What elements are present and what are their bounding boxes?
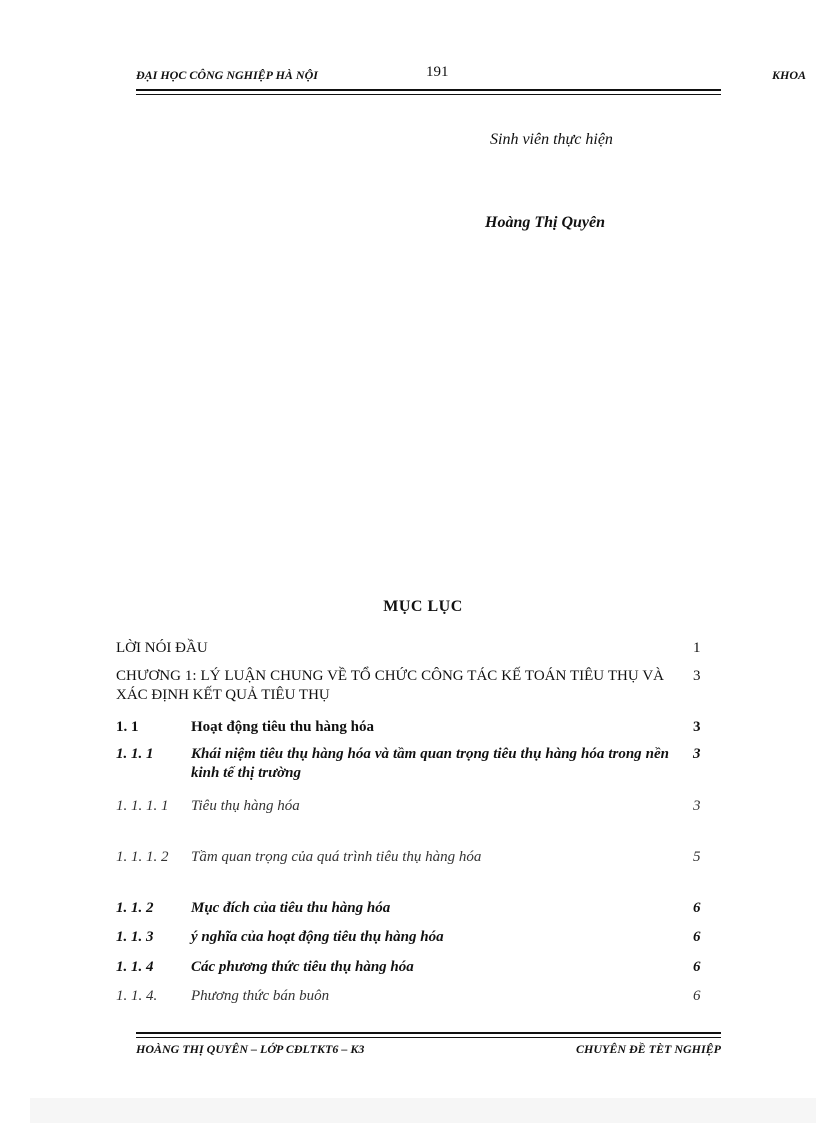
toc-entry-number: 1. 1. 4 <box>116 959 154 975</box>
toc-entry-text: Phương thức bán buôn <box>191 988 330 1004</box>
signature-label: Sinh viên thực hiện <box>490 131 613 148</box>
footer-author: HOÀNG THỊ QUYÊN – LỚP CĐLTKT6 – K3 <box>136 1042 365 1056</box>
toc-entry-page: 3 <box>693 719 701 735</box>
toc-entry-text: Khái niệm tiêu thụ hàng hóa và tầm quan trọng tiêu thụ hàng hóa trong nền kinh tế thị trường <box>191 746 669 781</box>
footer-rule-thick <box>136 1032 721 1034</box>
toc-entry-page: 3 <box>693 746 701 762</box>
toc-entry-page: 1 <box>693 640 701 656</box>
header-department: KHOA <box>772 68 807 82</box>
header-university: ĐẠI HỌC CÔNG NGHIỆP HÀ NỘI <box>136 68 318 82</box>
toc-entry-number: 1. 1. 1. 2 <box>116 849 169 865</box>
toc-entry-page: 6 <box>693 959 701 975</box>
toc-entry-number: 1. 1 <box>116 719 139 735</box>
toc-entry-text: CHƯƠNG 1: LÝ LUẬN CHUNG VỀ TỔ CHỨC CÔNG TÁC KẾ TOÁN TIÊU THỤ VÀ XÁC ĐỊNH KẾT QUẢ TIÊU THỤ <box>116 668 664 703</box>
toc-entry-text: ý nghĩa của hoạt động tiêu thụ hàng hóa <box>191 929 444 945</box>
footer-document-type: CHUYÊN ĐỀ TÈT NGHIỆP <box>575 1042 721 1056</box>
toc-entry-text: LỜI NÓI ĐẦU <box>116 640 208 656</box>
toc-entry-number: 1. 1. 4. <box>116 988 158 1004</box>
signature-name: Hoàng Thị Quyên <box>485 214 606 231</box>
toc-entry-number: 1. 1. 1 <box>116 746 154 762</box>
page-bottom-shade <box>30 1098 816 1123</box>
page-footer <box>136 1042 721 1062</box>
toc-entry-page: 6 <box>693 900 701 916</box>
toc-entry-text: Các phương thức tiêu thụ hàng hóa <box>191 959 414 975</box>
toc-entry-text: Tiêu thụ hàng hóa <box>191 798 300 814</box>
toc-entry-text: Mục đích của tiêu thu hàng hóa <box>191 900 391 916</box>
toc-entry-text: Tầm quan trọng của quá trình tiêu thụ hàng hóa <box>191 849 482 865</box>
toc-entry-number: 1. 1. 1. 1 <box>116 798 169 814</box>
toc-entry-number: 1. 1. 2 <box>116 900 154 916</box>
toc-entry-page: 3 <box>693 798 701 814</box>
footer-rule-thin <box>136 1037 721 1038</box>
toc-entry-page: 6 <box>693 929 701 945</box>
header-rule-thin <box>136 94 721 95</box>
toc-entry-text: Hoạt động tiêu thu hàng hóa <box>191 719 374 735</box>
toc-entry-page: 5 <box>693 849 701 865</box>
header-rule-thick <box>136 89 721 91</box>
toc-entry-page: 3 <box>693 668 701 684</box>
header-page-number: 191 <box>426 64 449 80</box>
toc-title: MỤC LỤC <box>383 598 463 615</box>
toc-entry-number: 1. 1. 3 <box>116 929 154 945</box>
toc-entry-page: 6 <box>693 988 701 1004</box>
